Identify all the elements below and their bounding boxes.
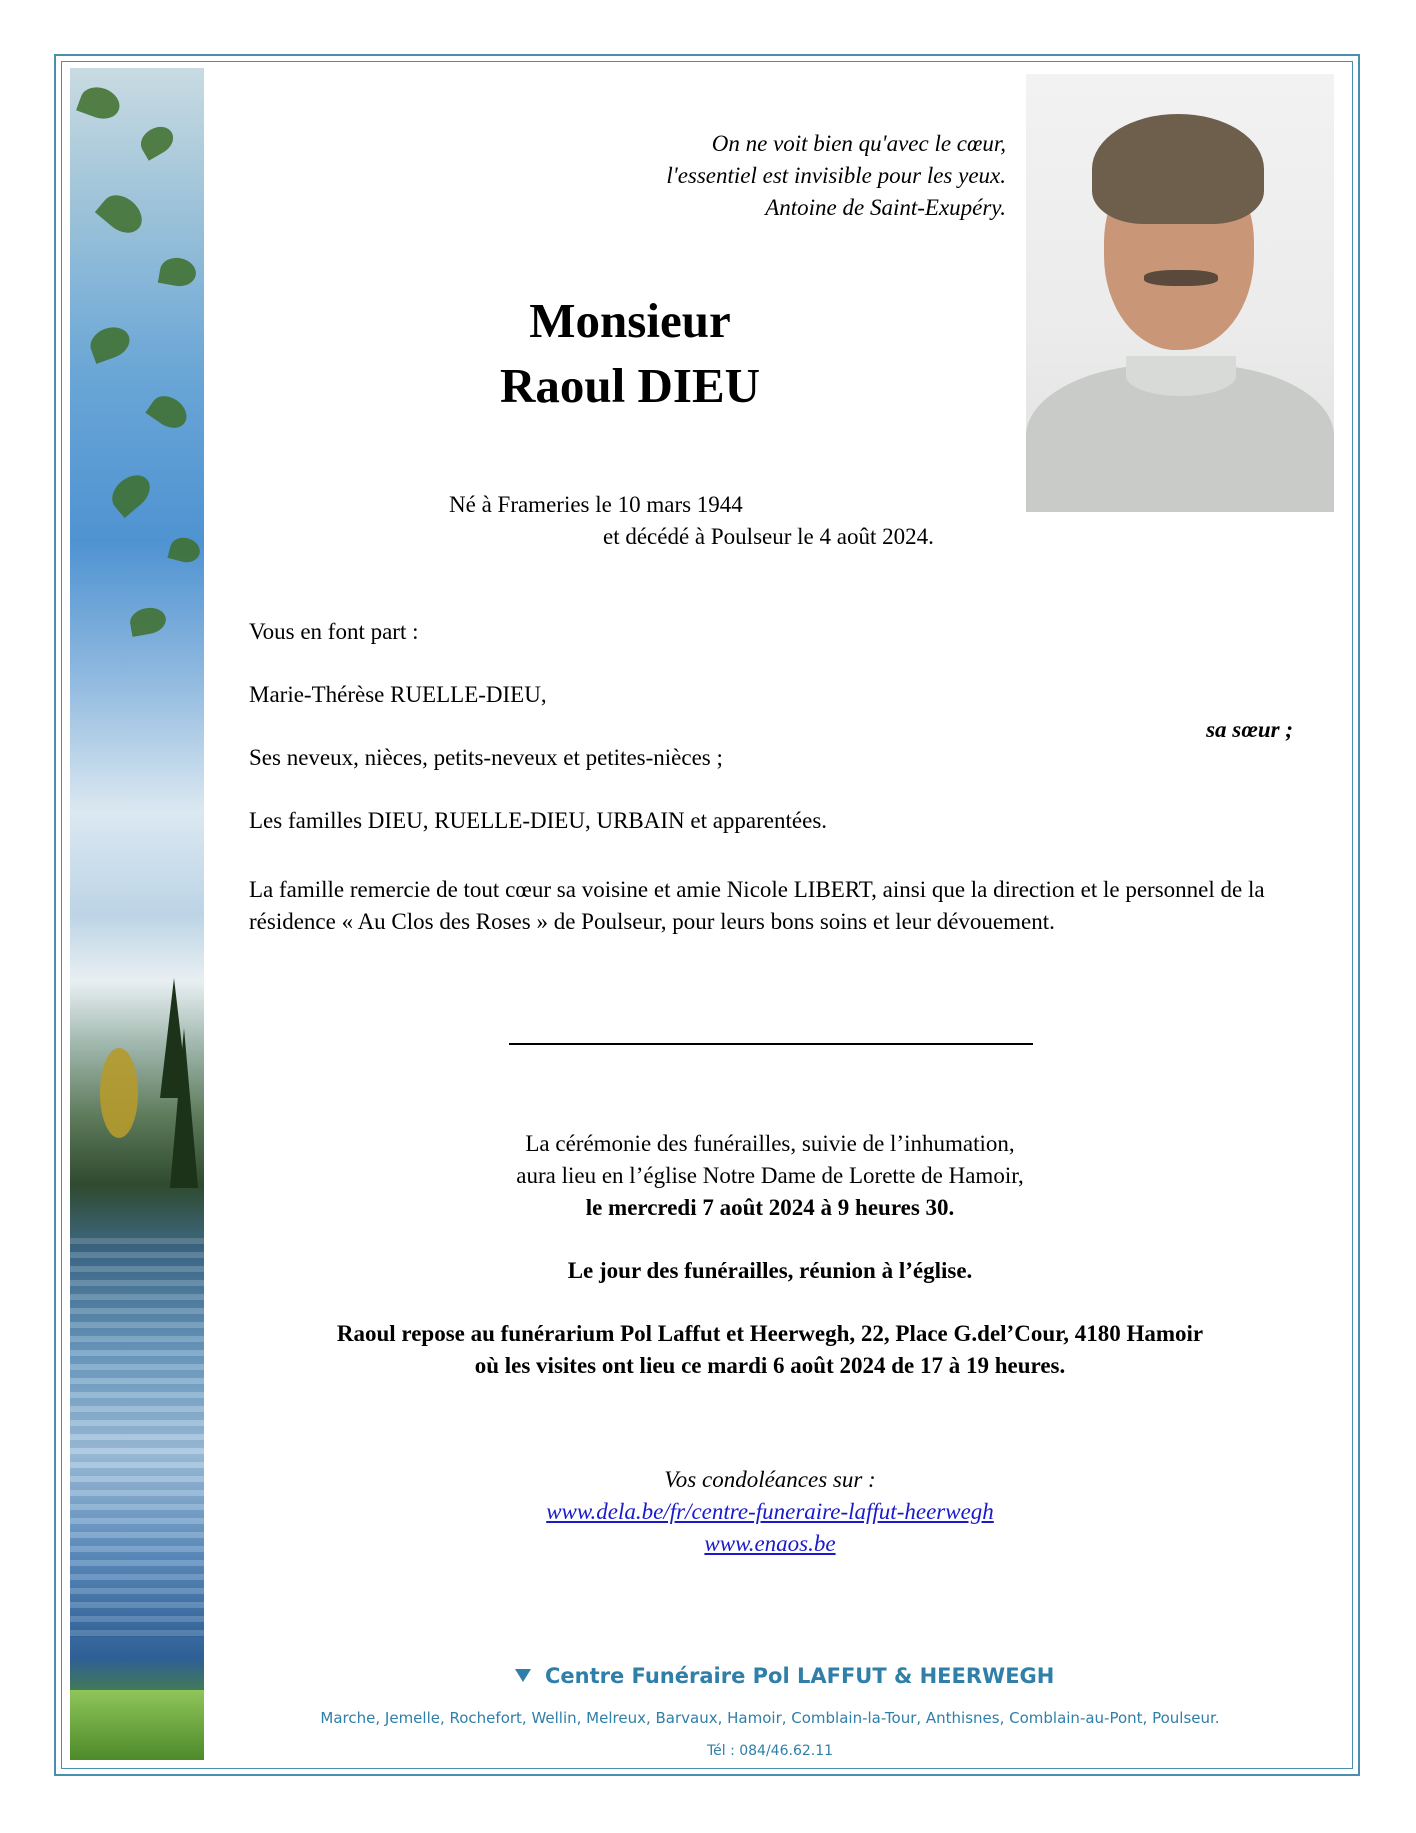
ceremony-datetime: le mercredi 7 août 2024 à 9 heures 30. xyxy=(585,1195,955,1220)
death-info: et décédé à Poulseur le 4 août 2024. xyxy=(603,524,934,549)
funeral-company-phone: Tél : 084/46.62.11 xyxy=(706,1743,834,1759)
deceased-name: Raoul DIEU xyxy=(499,358,761,413)
condolences-label: Vos condoléances sur : xyxy=(664,1467,876,1492)
triangle-down-icon xyxy=(515,1669,531,1682)
decorative-nature-strip xyxy=(70,68,204,1760)
meeting-info: Le jour des funérailles, réunion à l’église. xyxy=(567,1258,973,1283)
birth-info: Né à Frameries le 10 mars 1944 xyxy=(449,492,743,517)
condolences-link-dela[interactable]: www.dela.be/fr/centre-funeraire-laffut-heerwegh xyxy=(546,1499,994,1524)
portrait-photo xyxy=(1026,74,1334,512)
section-divider xyxy=(509,1043,1033,1045)
quote-line-2: l'essentiel est invisible pour les yeux. xyxy=(666,163,1006,188)
family-member-sister: Marie-Thérèse RUELLE-DIEU, xyxy=(249,682,547,707)
honorific-title: Monsieur xyxy=(529,293,731,348)
funeral-company-name: Centre Funéraire Pol LAFFUT & HEERWEGH xyxy=(545,1664,1055,1688)
quote-line-1: On ne voit bien qu'avec le cœur, xyxy=(711,131,1006,156)
epigraph-quote xyxy=(666,128,1006,224)
family-member-nephews: Ses neveux, nièces, petits-neveux et petites-nièces ; xyxy=(249,745,723,770)
family-member-families: Les familles DIEU, RUELLE-DIEU, URBAIN et apparentées. xyxy=(249,808,828,833)
funeral-company-locations: Marche, Jemelle, Rochefort, Wellin, Melreux, Barvaux, Hamoir, Comblain-la-Tour, Anthisnes, Comblain-au-Pont, Poulseur. xyxy=(320,1709,1220,1727)
visiting-hours: où les visites ont lieu ce mardi 6 août 2024 de 17 à 19 heures. xyxy=(474,1353,1066,1378)
quote-author: Antoine de Saint-Exupéry. xyxy=(765,195,1006,220)
thanks-paragraph: La famille remercie de tout cœur sa voisine et amie Nicole LIBERT, ainsi que la direction et le personnel de la résidence « Au Clos des Roses » de Poulseur, pour leurs bons soins et leur dévouement. xyxy=(249,877,1265,934)
announcement-intro: Vous en font part : xyxy=(249,619,419,644)
ceremony-line-2: aura lieu en l’église Notre Dame de Lorette de Hamoir, xyxy=(516,1163,1024,1188)
family-role-sister: sa sœur ; xyxy=(1206,717,1293,742)
ceremony-line-1: La cérémonie des funérailles, suivie de l’inhumation, xyxy=(525,1131,1015,1156)
condolences-link-enaos[interactable]: www.enaos.be xyxy=(704,1531,836,1556)
funeral-company xyxy=(515,1664,1054,1688)
funeral-home-rest: Raoul repose au funérarium Pol Laffut et Heerwegh, 22, Place G.del’Cour, 4180 Hamoir xyxy=(336,1321,1204,1346)
